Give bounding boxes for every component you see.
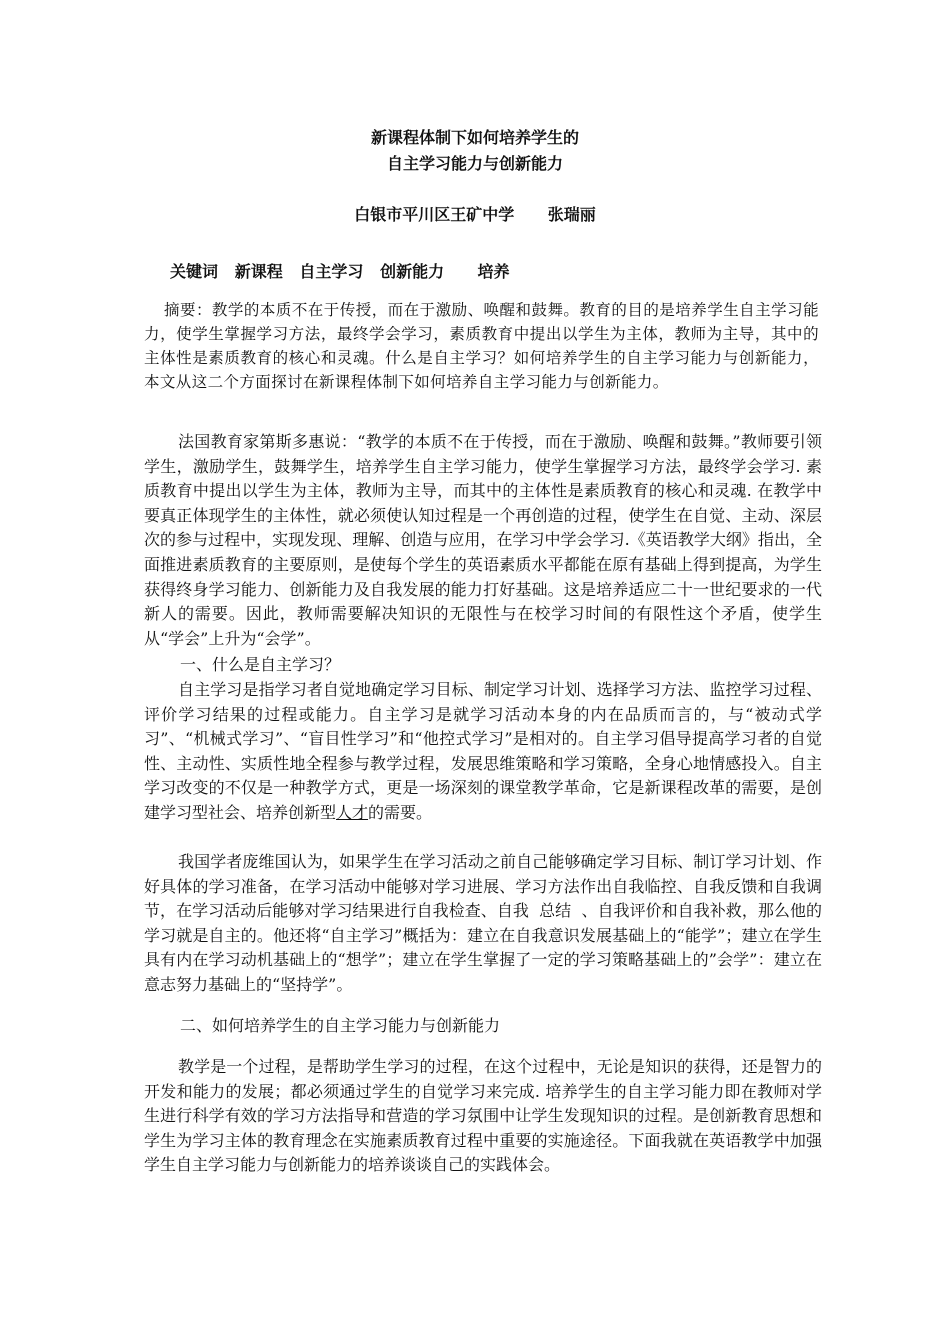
paragraph-text-end: 的需要。 xyxy=(368,802,433,822)
title-line-1: 新课程体制下如何培养学生的 xyxy=(370,128,579,147)
body-paragraph-4: 教学是一个过程，是帮助学生学习的过程，在这个过程中，无论是知识的获得，还是智力的开发和能力的发展；都必须通过学生的自觉学习来完成. 培养学生的自主学习能力即在教师对学生进行科学有效的学习方法指导和营造的学习氛围中让学生发现知识的过程。是创新教育思想和学生为学习主体的教育理念在实施素质教育过程中重要的实施途径。下面我就在英语教学中加强学生自主学习能力与创新能力的培养谈谈自己的实践体会。 xyxy=(144,1057,822,1175)
body-paragraph-3: 我国学者庞维国认为，如果学生在学习活动之前自己能够确定学习目标、制订学习计划、作好具体的学习准备，在学习活动中能够对学习进展、学习方法作出自我临控、自我反馈和自我调节，在学习活动后能够对学习结果进行自我检查、自我 总结 、自我评价和自我补救，那么他的学习就是自主的。他还将“自主学习”概括为：建立在自我意识发展基础上的“能学”；建立在学生具有内在学习动机基础上的“想学”；建立在学生掌握了一定的学习策略基础上的”会学”：建立在意志努力基础上的“坚持学”。 xyxy=(144,852,822,994)
title-line-2: 自主学习能力与创新能力 xyxy=(386,154,563,173)
section-heading-2: 二、如何培养学生的自主学习能力与创新能力 xyxy=(180,1016,501,1035)
body-paragraph-1: 法国教育家第斯多惠说：“教学的本质不在于传授，而在于激励、唤醒和鼓舞。”教师要引领学生，激励学生，鼓舞学生，培养学生自主学习能力，使学生掌握学习方法，最终学会学习. 素质教育中提出以学生为主体，教师为主导，而其中的主体性是素质教育的核心和灵魂. 在教学中要真正体现学生的主体性，就必须使认知过程是一个再创造的过程，使学生在自觉、主动、深层次的参与过程中，实现发现、理解、创造与应用，在学习中学会学习.《英语教学大纲》指出，全面推进素质教育的主要原则，是使每个学生的英语素质水平都能在原有基础上得到提高，为学生获得终身学习能力、创新能力及自我发展的能力打好基础。这是培养适应二十一世纪要求的一代新人的需要。因此，教师需要解决知识的无限性与在校学习时间的有限性这个矛盾，使学生从“学会”上升为“会学”。 xyxy=(144,432,822,648)
body-paragraph-2 xyxy=(144,678,822,826)
paragraph-text: 自主学习是指学习者自觉地确定学习目标、制定学习计划、选择学习方法、监控学习过程、评价学习结果的过程或能力。自主学习是就学习活动本身的内在品质而言的，与“被动式学习”、“机械式学习”、“盲目性学习”和“他控式学习”是相对的。自主学习倡导提高学习者的自觉性、主动性、实质性地全程参与教学过程，发展思维策略和学习策略，全身心地情感投入。自主学习改变的不仅是一种教学方式，更是一场深刻的课堂教学革命，它是新课程改革的需要，是创建学习型社会、培养创新型 xyxy=(144,680,822,822)
keywords-line: 关键词 新课程 自主学习 创新能力 培养 xyxy=(170,262,510,281)
abstract-paragraph: 摘要：教学的本质不在于传授，而在于激励、唤醒和鼓舞。教育的目的是培养学生自主学习能力，使学生掌握学习方法，最终学会学习，素质教育中提出以学生为主体，教师为主导，其中的主体性是素质教育的核心和灵魂。什么是自主学习？如何培养学生的自主学习能力与创新能力，本文从这二个方面探讨在新课程体制下如何培养自主学习能力与创新能力。 xyxy=(144,301,819,391)
section-heading-1: 一、什么是自主学习？ xyxy=(180,655,341,674)
author-line: 白银市平川区王矿中学 张瑞丽 xyxy=(354,205,596,224)
talent-link[interactable]: 人才 xyxy=(336,802,369,822)
